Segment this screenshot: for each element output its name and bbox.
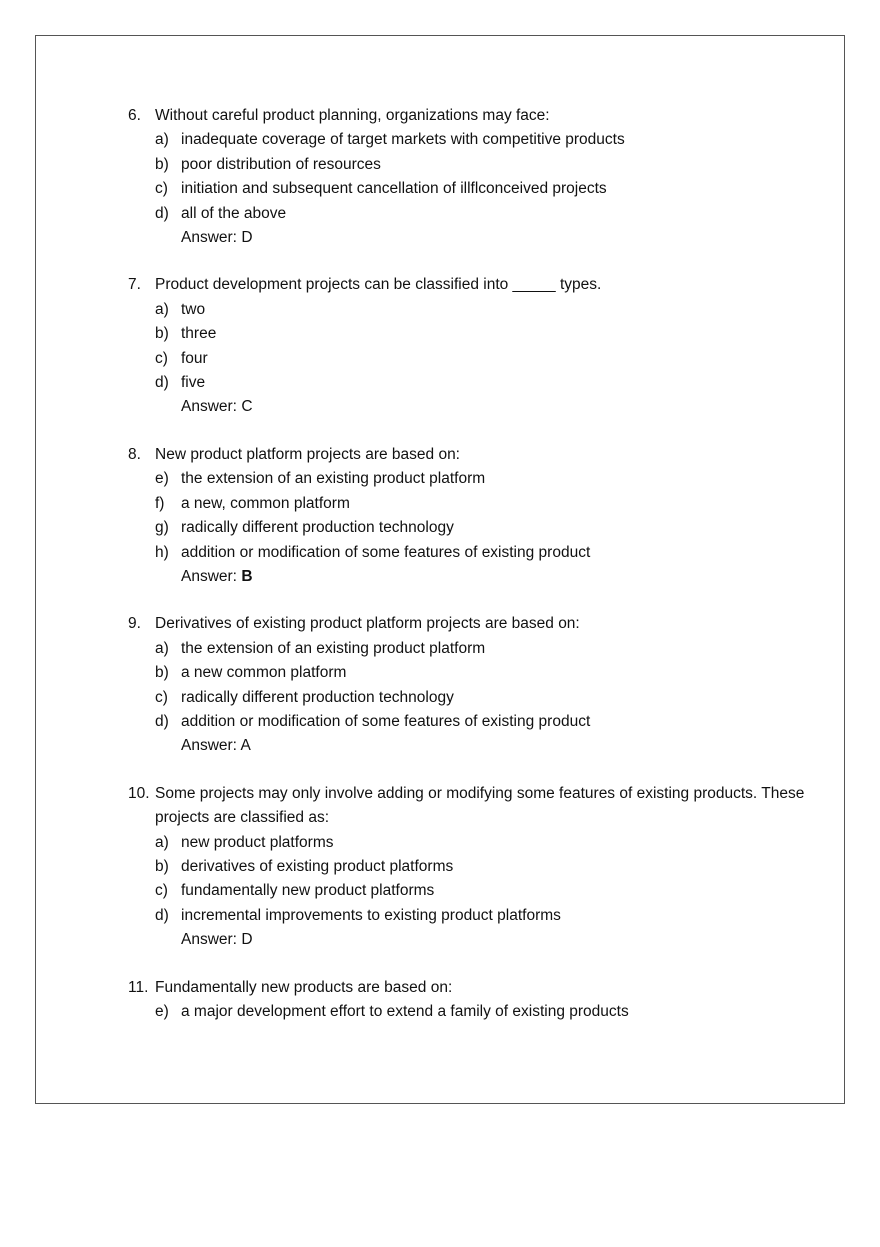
option-text: inadequate coverage of target markets with competitive products <box>181 131 625 149</box>
answer-value: D <box>241 931 253 949</box>
option-e <box>128 467 808 491</box>
option-letter: g) <box>155 519 169 537</box>
option-letter: b) <box>155 857 169 875</box>
question-text: New product platform projects are based on: <box>155 445 460 463</box>
answer-line <box>128 734 808 758</box>
question-9 <box>128 612 808 758</box>
answer-line <box>128 565 808 589</box>
option-letter: h) <box>155 543 169 561</box>
question-7 <box>128 273 808 419</box>
option-letter: d) <box>155 712 169 730</box>
answer-label: Answer: <box>181 737 237 755</box>
option-a <box>128 128 808 152</box>
option-letter: c) <box>155 349 168 367</box>
question-number: 6. <box>128 107 141 124</box>
option-b <box>128 322 808 346</box>
option-text: radically different production technology <box>181 688 454 706</box>
answer-line <box>128 395 808 419</box>
question-stem <box>128 273 808 297</box>
option-h <box>128 541 808 565</box>
option-letter: a) <box>155 833 169 851</box>
question-number: 8. <box>128 445 141 463</box>
option-text: a new common platform <box>181 664 347 682</box>
answer-label: Answer: <box>181 931 237 949</box>
option-e <box>128 1000 808 1024</box>
answer-value: D <box>241 229 253 247</box>
question-number: 7. <box>128 276 141 294</box>
option-b <box>128 153 808 177</box>
question-11 <box>128 976 808 1025</box>
question-stem <box>128 104 808 128</box>
option-a <box>128 831 808 855</box>
question-number: 9. <box>128 615 141 633</box>
question-number: 10. <box>128 784 150 802</box>
option-letter: d) <box>155 906 169 924</box>
option-letter: b) <box>155 664 169 682</box>
option-a <box>128 298 808 322</box>
question-6 <box>128 104 808 250</box>
question-text: Product development projects can be classified into _____ types. <box>155 276 602 294</box>
option-letter: b) <box>155 155 169 173</box>
option-text: five <box>181 374 206 392</box>
option-letter: d) <box>155 374 169 392</box>
answer-value: C <box>241 398 253 416</box>
answer-value: A <box>240 737 251 755</box>
answer-label: Answer: <box>181 567 237 585</box>
option-text: four <box>181 349 208 367</box>
option-letter: e) <box>155 470 169 488</box>
option-letter: a) <box>155 300 169 318</box>
option-f <box>128 492 808 516</box>
question-stem <box>128 443 808 467</box>
option-c <box>128 177 808 201</box>
option-text: initiation and subsequent cancellation of illflconceived projects <box>181 180 607 198</box>
question-text: Some projects may only involve adding or modifying some features of existing products. These projects are classified as: <box>155 784 805 827</box>
option-text: all of the above <box>181 204 287 222</box>
option-text: fundamentally new product platforms <box>181 882 435 900</box>
option-d <box>128 904 808 928</box>
option-letter: a) <box>155 639 169 657</box>
option-b <box>128 855 808 879</box>
question-list <box>128 104 808 1047</box>
option-text: incremental improvements to existing product platforms <box>181 906 561 924</box>
option-letter: a) <box>155 131 169 149</box>
question-10 <box>128 782 808 953</box>
option-text: two <box>181 300 206 318</box>
option-text: the extension of an existing product platform <box>181 470 486 488</box>
option-d <box>128 202 808 226</box>
answer-line <box>128 928 808 952</box>
question-stem <box>128 612 808 636</box>
option-d <box>128 371 808 395</box>
answer-label: Answer: <box>181 229 237 247</box>
option-text: derivatives of existing product platforms <box>181 857 454 875</box>
option-text: poor distribution of resources <box>181 155 381 173</box>
option-text: radically different production technology <box>181 519 454 537</box>
answer-label: Answer: <box>181 398 237 416</box>
question-stem <box>128 782 808 831</box>
option-text: the extension of an existing product platform <box>181 639 486 657</box>
option-letter: b) <box>155 325 169 343</box>
option-b <box>128 661 808 685</box>
option-c <box>128 879 808 903</box>
question-stem <box>128 976 808 1000</box>
option-letter: c) <box>155 882 168 900</box>
question-text: Without careful product planning, organizations may face: <box>155 107 550 124</box>
option-text: a major development effort to extend a family of existing products <box>181 1003 629 1020</box>
option-text: a new, common platform <box>181 494 350 512</box>
option-d <box>128 710 808 734</box>
answer-value: B <box>241 567 253 585</box>
option-c <box>128 686 808 710</box>
question-number: 11. <box>128 978 149 996</box>
option-text: new product platforms <box>181 833 334 851</box>
option-text: addition or modification of some features of existing product <box>181 543 591 561</box>
option-text: addition or modification of some features of existing product <box>181 712 591 730</box>
option-letter: c) <box>155 688 168 706</box>
question-8 <box>128 443 808 589</box>
option-g <box>128 516 808 540</box>
option-a <box>128 637 808 661</box>
answer-line <box>128 226 808 250</box>
option-letter: d) <box>155 204 169 222</box>
question-text: Derivatives of existing product platform projects are based on: <box>155 615 580 633</box>
option-c <box>128 347 808 371</box>
option-text: three <box>181 325 217 343</box>
option-letter: e) <box>155 1003 169 1020</box>
option-letter: f) <box>155 494 165 512</box>
option-letter: c) <box>155 180 168 198</box>
question-text: Fundamentally new products are based on: <box>155 978 453 996</box>
